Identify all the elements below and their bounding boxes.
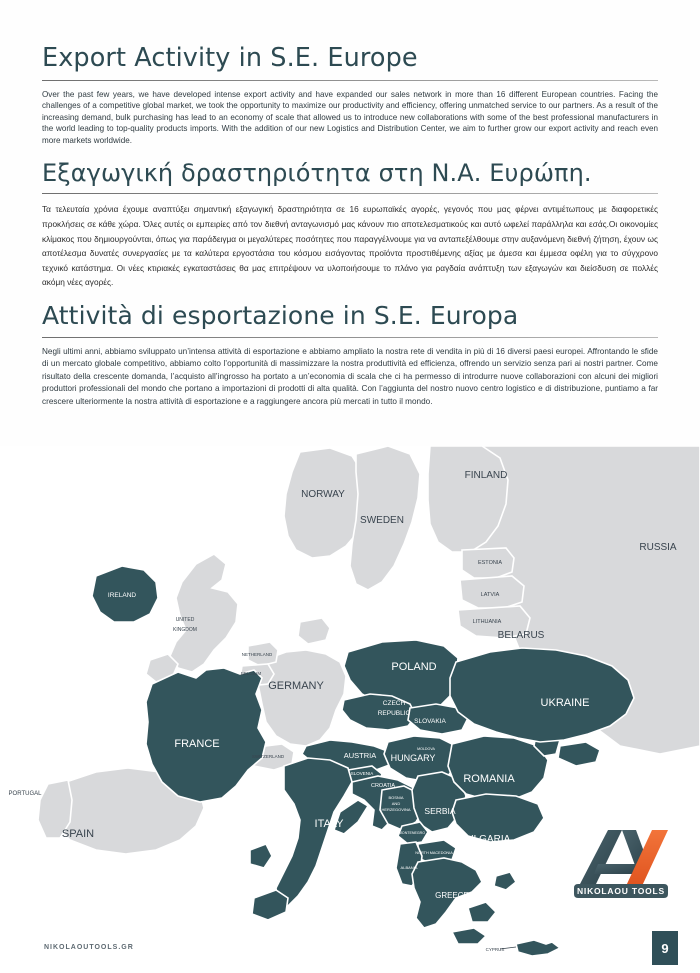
svg-text:POLAND: POLAND xyxy=(391,661,437,673)
divider-italian xyxy=(42,337,658,338)
svg-text:SPAIN: SPAIN xyxy=(61,828,95,840)
svg-text:LATVIA: LATVIA xyxy=(480,592,500,598)
heading-english: Export Activity in S.E. Europe xyxy=(42,43,418,73)
nikolaou-tools-logo xyxy=(564,828,676,900)
svg-text:MONTENEGRO: MONTENEGRO xyxy=(398,831,426,835)
svg-text:FRANCE: FRANCE xyxy=(174,738,220,750)
svg-text:GREECE: GREECE xyxy=(435,891,469,900)
section-greek xyxy=(42,160,658,290)
svg-text:KINGDOM: KINGDOM xyxy=(173,627,197,633)
page-number-badge: 9 xyxy=(652,931,678,965)
svg-text:MOLDOVA: MOLDOVA xyxy=(417,747,435,751)
svg-text:HERZEGOVINA: HERZEGOVINA xyxy=(381,807,411,812)
logo-brand-text: NIKOLAOU TOOLS xyxy=(576,886,666,896)
divider-english xyxy=(42,80,658,81)
article-content xyxy=(42,44,658,422)
svg-text:BOSNIA: BOSNIA xyxy=(388,795,404,800)
svg-text:PORTUGAL: PORTUGAL xyxy=(8,791,42,797)
svg-text:ESTONIA: ESTONIA xyxy=(477,560,503,566)
footer-website-url[interactable]: NIKOLAOUTOOLS.GR xyxy=(44,944,134,951)
svg-text:ALBANIA: ALBANIA xyxy=(400,865,418,870)
svg-text:SLOVENIA: SLOVENIA xyxy=(350,771,374,776)
svg-text:RUSSIA: RUSSIA xyxy=(639,542,677,553)
svg-text:IRELAND: IRELAND xyxy=(107,592,137,599)
svg-text:CYPRUS: CYPRUS xyxy=(485,947,505,952)
svg-text:CZECH: CZECH xyxy=(382,700,406,707)
svg-text:HUNGARY: HUNGARY xyxy=(390,753,436,763)
svg-text:CROATIA: CROATIA xyxy=(370,783,396,789)
svg-text:GERMANY: GERMANY xyxy=(268,680,324,692)
paragraph-greek: Τα τελευταία χρόνια έχουμε αναπτύξει σημαντική εξαγωγική δραστηριότητα σε 16 ευρωπαϊκές αγορές, γεγονός που μας φέρνει αντιμέτωπους με διαφορετικές προκλήσεις σε κάθε χώρα. Όλες αυτές οι εμπειρίες από τον διεθνή ανταγωνισμό μας κάνουν πιο αποτελεσματικούς και αυτό ωφελεί παράλληλα και εσάς.Οι οικονομίες κλίμακος που δημιουργούνται, όπως για παράδειγμα οι μεγαλύτερες ποσότητες που παραγγέλνουμε για να ανταπεξέλθουμε στην αυξανόμενη διεθνή ζήτηση, έχουν ως αποτέλεσμα δυνατές συνεργασίες με τα καλύτερα εργοστάσια του κόσμου εισάγοντας προϊόντα προστιθέμενης αξίας με άμεσα και έμμεσα οφέλη για το σύγχρονο τεχνικό κατάστημα. Οι νέες κτιριακές εγκαταστάσεις θα μας επιτρέψουν να υλοποιήσουμε το πλάνο για ραγδαία ανάπτυξη των εξαγωγών και διείσδυση σε πολλές ακόμη νέες αγορές. xyxy=(42,204,658,288)
svg-text:UNITED: UNITED xyxy=(175,617,195,623)
svg-text:BELARUS: BELARUS xyxy=(497,630,545,641)
svg-text:AND: AND xyxy=(391,801,401,806)
section-english xyxy=(42,44,658,147)
svg-text:NORTH MACEDONIA: NORTH MACEDONIA xyxy=(415,851,453,855)
svg-text:FINLAND: FINLAND xyxy=(464,470,508,481)
heading-italian: Attività di esportazione in S.E. Europa xyxy=(42,300,519,330)
paragraph-english: Over the past few years, we have developed intense export activity and have expanded our sales network in more than 16 different European countries. Facing the challenges of a competitive global market, we took the opportunity to maximize our productivity and efficiency, offering unmatched service to our partners. As a result of the increasing demand, bulk purchasing has lead to an economy of scale that allowed us to introduce new collaborations with some of the best professional manufacturers in the world leading to top-quality products imports. With the addition of our new Logistics and Distribution Center, we aim to further grow our export activity and reach even more markets worldwide. xyxy=(42,89,658,145)
heading-greek: Εξαγωγική δραστηριότητα στη Ν.Α. Ευρώπη. xyxy=(42,158,592,187)
svg-text:REPUBLIC: REPUBLIC xyxy=(377,710,411,717)
svg-text:LITHUANIA: LITHUANIA xyxy=(472,619,502,625)
svg-text:SWITZERLAND: SWITZERLAND xyxy=(251,754,285,759)
svg-text:AUSTRIA: AUSTRIA xyxy=(343,751,377,760)
svg-text:NORWAY: NORWAY xyxy=(301,489,345,500)
svg-text:BULGARIA: BULGARIA xyxy=(459,834,511,845)
divider-greek xyxy=(42,193,658,194)
svg-text:BELGIUM: BELGIUM xyxy=(240,671,262,676)
paragraph-italian: Negli ultimi anni, abbiamo sviluppato un’intensa attività di esportazione e abbiamo ampliato la nostra rete di vendita in più di 16 diversi paesi europei. Affrontando le sfide di un mercato globale competitivo, abbiamo colto l’opportunità di massimizzare la nostra produttività ed efficienza, offrendo un servizio senza pari ai nostri partner. Come risultato della crescente domanda, l’acquisto all’ingrosso ha portato a un’economia di scala che ci ha permesso di introdurre nuove collaborazioni con alcuni dei migliori produttori professionali del mondo che portano a importazioni di prodotti di alta qualità. Con l’aggiunta del nostro nuovo centro logistico e di distribuzione, puntiamo a far crescere ulteriormente la nostra attività di esportazione e a raggiungere ancora più mercati in tutto il mondo. xyxy=(42,346,658,406)
svg-text:ITALY: ITALY xyxy=(314,818,344,830)
svg-text:SERBIA: SERBIA xyxy=(424,806,456,816)
svg-text:UKRAINE: UKRAINE xyxy=(540,697,590,709)
svg-text:NETHERLAND: NETHERLAND xyxy=(241,652,273,657)
svg-text:ROMANIA: ROMANIA xyxy=(463,773,515,785)
section-italian xyxy=(42,302,658,408)
svg-text:SWEDEN: SWEDEN xyxy=(360,515,404,526)
svg-text:SLOVAKIA: SLOVAKIA xyxy=(414,718,446,725)
